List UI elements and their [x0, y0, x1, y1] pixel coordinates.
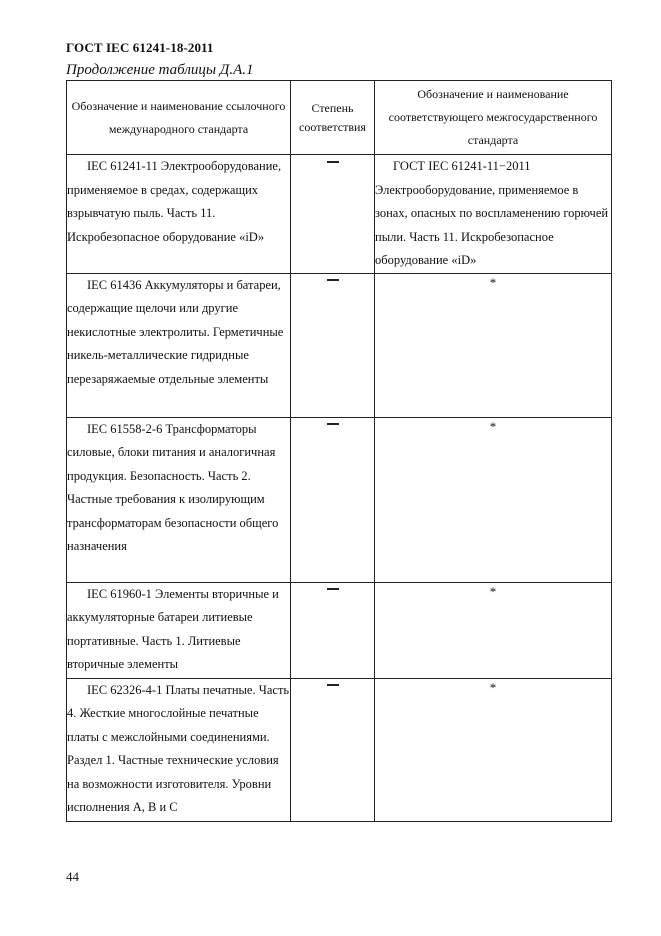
table-row	[67, 273, 612, 417]
degree-cell	[291, 155, 375, 274]
degree-dash	[327, 279, 339, 281]
table-caption: Продолжение таблицы Д.А.1	[66, 62, 254, 78]
international-standard-text: IEC 61960-1 Элементы вторичные и аккумуляторные батареи литиевые портативные. Часть 1. Литиевые вторичные элементы	[67, 586, 279, 671]
international-standard-cell	[67, 155, 291, 274]
international-standard-text: IEC 62326-4-1 Платы печатные. Часть 4. Жесткие многослойные печатные платы с межслойными соединениями. Раздел 1. Частные технические условия на возможности изготовителя. Уровни исполнения A, B и C	[67, 682, 290, 814]
international-standard-text: IEC 61241-11 Электрооборудование, применяемое в средах, содержащих взрывчатую пыль. Часть 11. Искробезопасное оборудование «iD»	[67, 159, 282, 244]
page-number: 44	[66, 869, 79, 884]
international-standard-text: IEC 61436 Аккумуляторы и батареи, содержащие щелочи или другие некислотные электролиты. Герметичные никель-металлические гидридные перезаряжаемые отдельные элементы	[67, 277, 284, 386]
interstate-standard-cell	[375, 582, 612, 678]
interstate-standard-mark: *	[489, 679, 497, 695]
international-standard-cell	[67, 417, 291, 582]
table-row	[67, 678, 612, 821]
standards-table	[66, 80, 612, 822]
interstate-standard-mark: *	[489, 418, 497, 434]
interstate-standard-cell	[375, 417, 612, 582]
degree-cell	[291, 582, 375, 678]
table-row	[67, 155, 612, 274]
column-header-degree: Степень соответствия	[291, 81, 375, 155]
interstate-standard-cell	[375, 678, 612, 821]
interstate-standard-mark: *	[489, 583, 497, 599]
column-header-international: Обозначение и наименование ссылочного международного стандарта	[67, 81, 291, 155]
degree-cell	[291, 273, 375, 417]
degree-dash	[327, 423, 339, 425]
degree-dash	[327, 684, 339, 686]
degree-cell	[291, 417, 375, 582]
degree-cell	[291, 678, 375, 821]
international-standard-cell	[67, 273, 291, 417]
table-row	[67, 417, 612, 582]
interstate-standard-text: ГОСТ IEC 61241-11−2011 Электрооборудование, применяемое в зонах, опасных по воспламенению горючей пыли. Часть 11. Искробезопасное оборудование «iD»	[375, 159, 609, 267]
degree-dash	[327, 588, 339, 590]
interstate-standard-mark: *	[489, 274, 497, 290]
degree-dash	[327, 161, 339, 163]
document-code: ГОСТ IEC 61241-18-2011	[66, 40, 214, 55]
international-standard-cell	[67, 582, 291, 678]
table-header-row	[67, 81, 612, 155]
interstate-standard-cell	[375, 155, 612, 274]
interstate-standard-cell	[375, 273, 612, 417]
international-standard-text: IEC 61558-2-6 Трансформаторы силовые, блоки питания и аналогичная продукция. Безопасность. Часть 2. Частные требования к изолирующим трансформаторам безопасности общего назначения	[67, 421, 279, 553]
column-header-interstate: Обозначение и наименование соответствующего межгосударственного стандарта	[375, 81, 612, 155]
table-row	[67, 582, 612, 678]
international-standard-cell	[67, 678, 291, 821]
